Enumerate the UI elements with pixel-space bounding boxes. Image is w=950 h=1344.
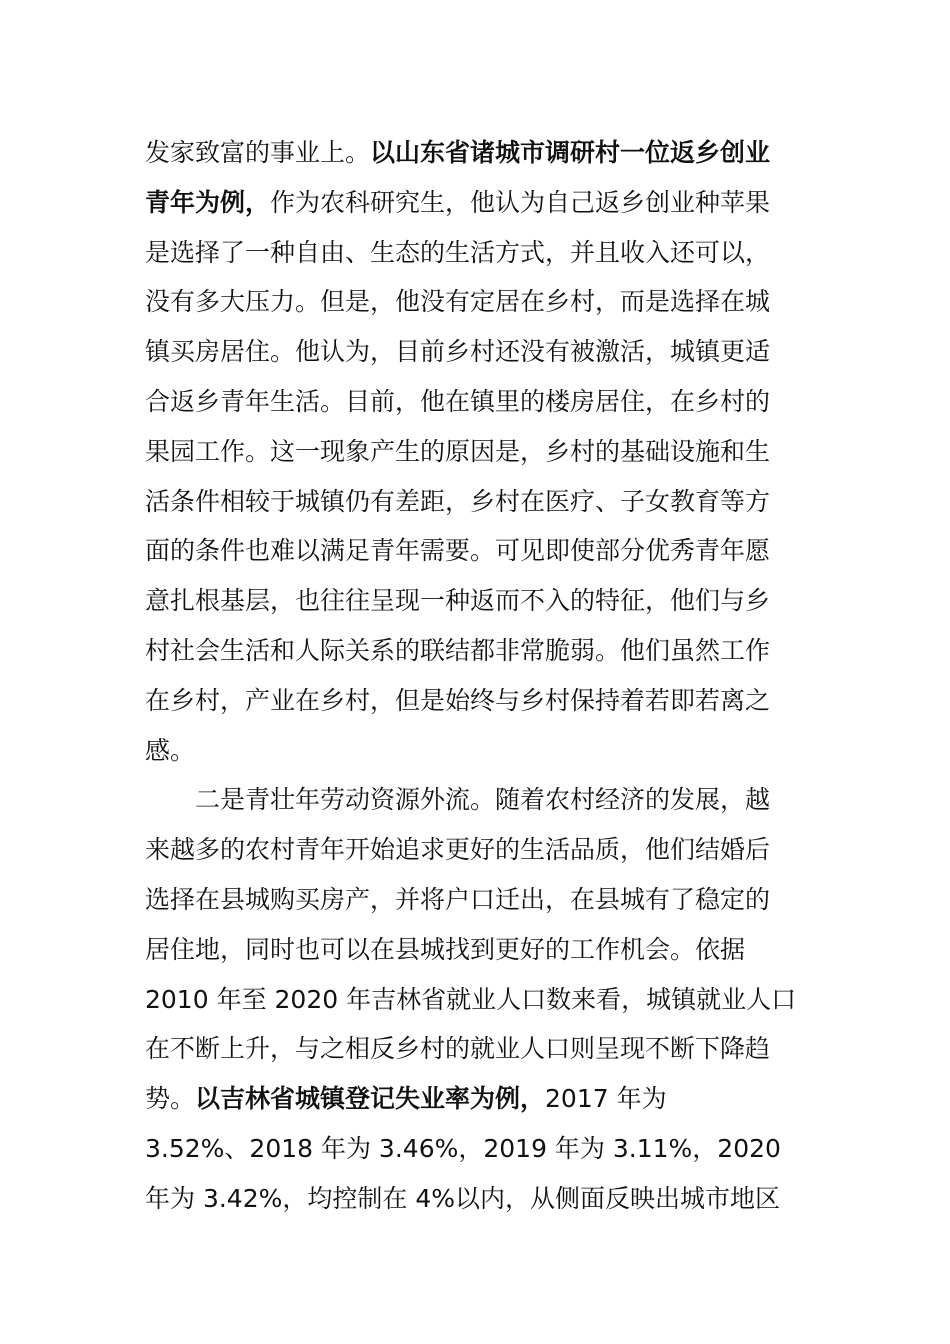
text-line (145, 676, 807, 726)
text-line (145, 277, 807, 327)
bold-text-run: 以山东省诸城市调研村一位返乡创业 (370, 138, 771, 167)
text-line (145, 1174, 807, 1224)
text-line (145, 377, 807, 427)
text-run: 在乡村，产业在乡村，但是始终与乡村保持着若即若离之 (145, 685, 771, 715)
text-line (145, 875, 807, 925)
text-line (145, 526, 807, 576)
text-run: 意扎根基层，也往往呈现一种返而不入的特征，他们与乡 (145, 586, 771, 616)
text-line (145, 576, 807, 626)
text-run: 选择在县城购买房产，并将户口迁出，在县城有了稳定的 (145, 884, 771, 914)
text-run: 2017 年为 (545, 1084, 667, 1114)
text-run: 作为农科研究生，他认为自己返乡创业种苹果 (270, 187, 771, 217)
text-run: 在不断上升，与之相反乡村的就业人口则呈现不断下降趋 (145, 1034, 771, 1064)
text-line (145, 825, 807, 875)
text-line (145, 1024, 807, 1074)
bold-text-run: 青年为例， (145, 187, 271, 217)
text-line (145, 775, 807, 825)
text-run: 果园工作。这一现象产生的原因是，乡村的基础设施和生 (145, 436, 771, 466)
body-text (145, 128, 807, 1224)
text-line (145, 626, 807, 676)
text-run: 居住地，同时也可以在县城找到更好的工作机会。依据 (145, 934, 746, 964)
text-run: 势。 (145, 1084, 196, 1114)
text-run: 感。 (145, 735, 196, 765)
text-line (145, 128, 807, 178)
text-line (145, 1074, 807, 1124)
text-line (145, 975, 807, 1025)
text-run: 二是青壮年劳动资源外流。随着农村经济的发展，越 (195, 785, 771, 815)
text-line (145, 1124, 807, 1174)
text-run: 年为 3.42%，均控制在 4%以内，从侧面反映出城市地区 (145, 1183, 780, 1213)
paragraph (145, 775, 807, 1223)
text-run: 3.52%、2018 年为 3.46%，2019 年为 3.11%，2020 (145, 1133, 781, 1163)
text-run: 没有多大压力。但是，他没有定居在乡村，而是选择在城 (145, 287, 771, 317)
text-run: 是选择了一种自由、生态的生活方式，并且收入还可以， (145, 237, 771, 267)
text-line (145, 477, 807, 527)
bold-text-run: 以吉林省城镇登记失业率为例， (195, 1084, 546, 1114)
text-run: 合返乡青年生活。目前，他在镇里的楼房居住，在乡村的 (145, 386, 771, 416)
text-line (145, 228, 807, 278)
text-run: 2010 年至 2020 年吉林省就业人口数来看，城镇就业人口 (145, 984, 797, 1014)
paragraph (145, 128, 807, 775)
text-line (145, 925, 807, 975)
text-line (145, 427, 807, 477)
text-line (145, 178, 807, 228)
text-run: 村社会生活和人际关系的联结都非常脆弱。他们虽然工作 (145, 635, 771, 665)
text-run: 镇买房居住。他认为，目前乡村还没有被激活，城镇更适 (145, 337, 771, 367)
text-line (145, 327, 807, 377)
text-run: 发家致富的事业上。 (145, 138, 371, 167)
text-run: 活条件相较于城镇仍有差距，乡村在医疗、子女教育等方 (145, 486, 771, 516)
text-run: 面的条件也难以满足青年需要。可见即使部分优秀青年愿 (145, 536, 771, 566)
text-run: 来越多的农村青年开始追求更好的生活品质，他们结婚后 (145, 835, 771, 865)
text-line (145, 726, 807, 776)
